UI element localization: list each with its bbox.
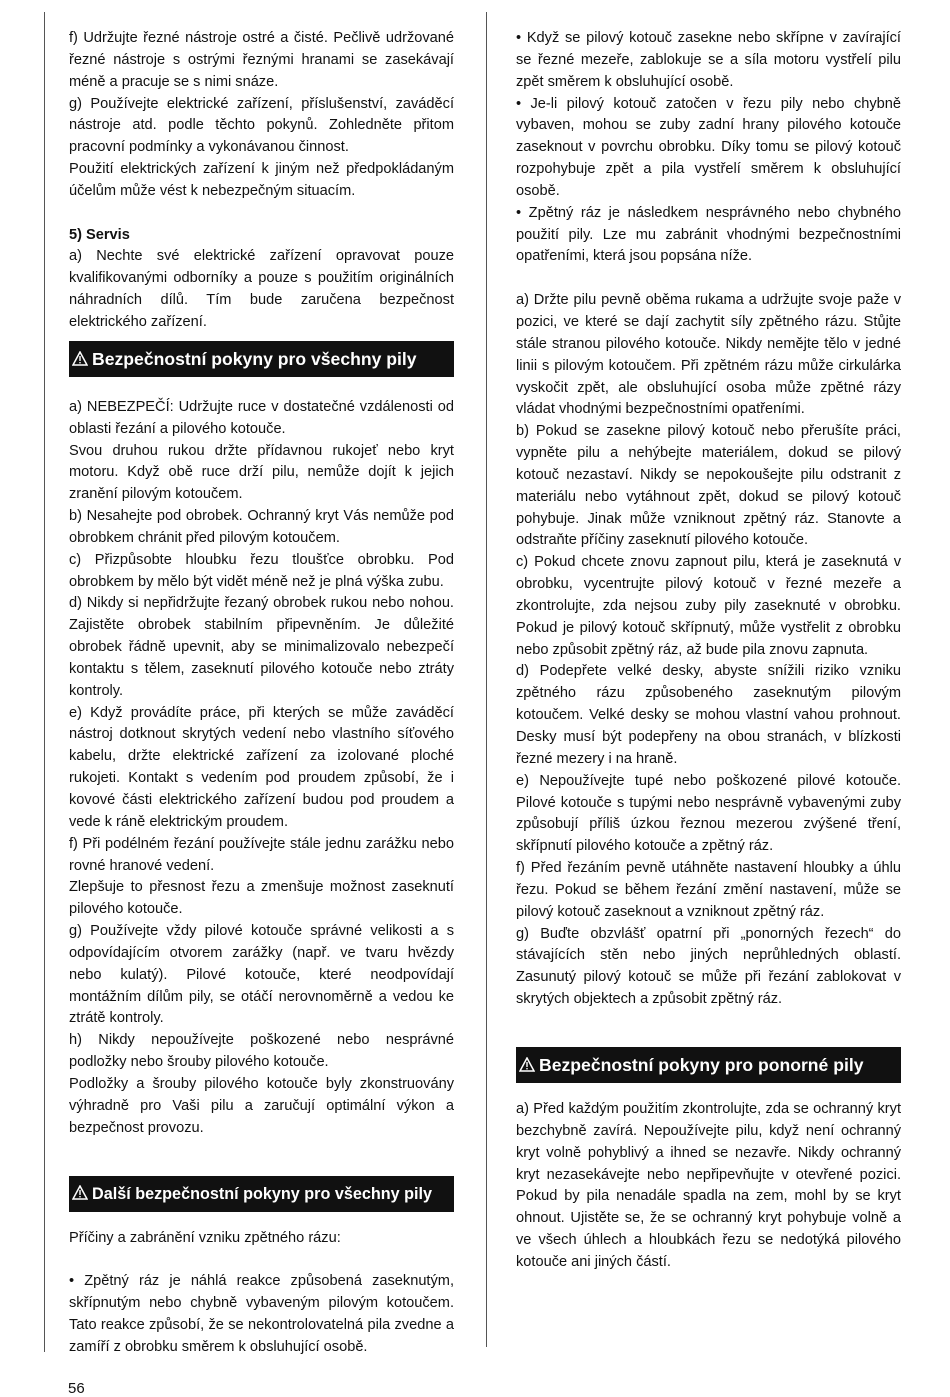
paragraph: Použití elektrických zařízení k jiným než předpokládaným účelům může vést k nebezpečným situacím. xyxy=(69,161,454,199)
section-banner-additional-all-saws xyxy=(69,1176,454,1212)
right-column xyxy=(516,28,901,1274)
paragraph: Podložky a šrouby pilového kotouče byly zkonstruovány výhradně pro Vaši pilu a zaručují optimální výkon a bezpečnost provozu. xyxy=(69,1075,454,1136)
center-column-rule xyxy=(486,12,487,1347)
paragraph: Zlepšuje to přesnost řezu a zmenšuje možnost zaseknutí pilového kotouče. xyxy=(69,879,454,918)
page-number: 56 xyxy=(68,1380,85,1397)
paragraph: a) Držte pilu pevně oběma rukama a udržujte svoje paže v pozici, ve které se dají zachytit síly zpětného rázu. Stůjte stále stranou pilového kotouče. Nikdy nemějte tělo v jedné linii s pilovým kotoučem. Při zpětném rázu může cirkulárka vyskočit zpět, ale obsluhující osoba může zpětné rázy vládat vhodnými bezpečnostními opatřeními. xyxy=(516,292,901,418)
paragraph: f) Udržujte řezné nástroje ostré a čisté. Pečlivě udržované řezné nástroje s ostrými řeznými hranami se zasekávají méně a pracuje se s nimi snáze. xyxy=(69,30,454,90)
paragraph: Příčiny a zabránění vzniku zpětného rázu: xyxy=(69,1229,341,1246)
paragraph: c) Pokud chcete znovu zapnout pilu, která je zaseknutá v obrobku, vycentrujte pilový kotouč v řezné mezeře a zkontrolujte, zda nejsou zuby pily zaseknuté v obrobku. Pokud je pilový kotouč skřípnutý, může vystřelit z obrobku nebo způsobit zpětný ráz, až bude pila znovu zapnuta. xyxy=(516,554,901,658)
paragraph: a) Před každým použitím zkontrolujte, zda se ochranný kryt bezchybně zavírá. Nepoužívejte pilu, když není ochranný kryt volně pohyblivý a ihned se nezavře. Nikdy ochranný kryt nezasekávejte nebo nepřipevňujte v otevřené pozici. Pokud by pila nenadále spadla na zem, mohl by se kryt ohnout. Ujistěte se, že se ochranný kryt pohybuje volně a ve všech úhlech a hloubkách řezu se nedotýká pilového kotouče ani jiných částí. xyxy=(516,1100,901,1270)
paragraph: f) Při podélném řezání používejte stále jednu zarážku nebo rovné hranové vedení. xyxy=(69,835,454,874)
left-column xyxy=(69,28,454,1359)
section-heading-servis: 5) Servis xyxy=(69,226,130,243)
paragraph: g) Používejte elektrické zařízení, příslušenství, zaváděcí nástroje atd. podle těchto pokynů. Zohledněte přitom pracovní podmínky a vykonávanou činnost. xyxy=(69,95,454,156)
section-banner-plunge-saws xyxy=(516,1047,901,1083)
paragraph: c) Přizpůsobte hloubku řezu tloušťce obrobku. Pod obrobkem by mělo být vidět méně než je plná výška zubu. xyxy=(69,551,454,590)
warning-icon xyxy=(72,351,88,366)
paragraph: • Je-li pilový kotouč zatočen v řezu pily nebo chybně vybaven, mohou se zuby zadní hrany pilového kotouče zaseknout v povrchu obrobku. Díky tomu se pilový kotouč rozpohybuje zpět a pila vystřelí směrem k obsluhující osobě. xyxy=(516,95,901,199)
left-margin-rule xyxy=(44,12,45,1352)
section-banner-title: Bezpečnostní pokyny pro všechny pily xyxy=(92,348,417,369)
paragraph: a) Nechte své elektrické zařízení opravovat pouze kvalifikovanými odborníky a pouze s použitím originálních náhradních dílů. Tím bude zaručena bezpečnost elektrického zařízení. xyxy=(69,248,454,330)
paragraph: h) Nikdy nepoužívejte poškozené nebo nesprávné podložky nebo šrouby pilového kotouče. xyxy=(69,1032,454,1071)
paragraph: g) Buďte obzvlášť opatrní při „ponorných řezech“ do stávajících stěn nebo jiných neprůhledných oblastí. Zasunutý pilový kotouč se může při řezání zablokovat v skrytých objektech a způsobit zpětný ráz. xyxy=(516,925,901,1008)
paragraph: b) Nesahejte pod obrobek. Ochranný kryt Vás nemůže pod obrobkem chránit před pilovým kotoučem. xyxy=(69,508,454,546)
paragraph: b) Pokud se zasekne pilový kotouč nebo přerušíte práci, vypněte pilu a nehýbejte materiálem, dokud se pilový kotouč nezastaví. Nikdy se nepokoušejte pilu odstranit z materiálu nebo vytáhnout zpět, dokud se pilový kotouč pohybuje. Jinak může vzniknout zpětný ráz. Stanovte a odstraňte příčiny zaseknutí pilového kotouče. xyxy=(516,423,901,549)
section-banner-title: Bezpečnostní pokyny pro ponorné pily xyxy=(539,1054,864,1075)
warning-icon xyxy=(72,1185,88,1200)
paragraph: f) Před řezáním pevně utáhněte nastavení hloubky a úhlu řezu. Pokud se během řezání změní nastavení, může se pilový kotouč zaseknout a vzniknout zpětný ráz. xyxy=(516,860,901,920)
paragraph: a) NEBEZPEČÍ: Udržujte ruce v dostatečné vzdálenosti od oblasti řezání a pilového kotouče. xyxy=(69,398,454,437)
section-banner-title: Další bezpečnostní pokyny pro všechny pily xyxy=(92,1184,433,1203)
paragraph: Svou druhou rukou držte přídavnou rukojeť nebo kryt motoru. Když obě ruce drží pilu, nemůže dojít k jejich zranění pilovým kotoučem. xyxy=(69,442,454,503)
paragraph: e) Když provádíte práce, při kterých se může zaváděcí nástroj dotknout skrytých vedení nebo vlastního síťového kabelu, držte elektrické zařízení za izolované ploché rukojeti. Kontakt s vedením pod proudem způsobí, že i kovové části elektrického zařízení budou pod proudem a vede k ráně elektrickým proudem. xyxy=(69,704,454,830)
paragraph: • Když se pilový kotouč zasekne nebo skřípne v zavírající se řezné mezeře, zablokuje se a síla motoru vystřelí pilu zpět směrem k obsluhující osobě. xyxy=(516,30,901,90)
paragraph: • Zpětný ráz je náhlá reakce způsobená zaseknutým, skřípnutým nebo chybně vybaveným pilovým kotoučem. Tato reakce způsobí, že se nekontrolovatelná pila zvedne a zamíří z obrobku směrem k obsluhující osobě. xyxy=(69,1273,454,1355)
paragraph: d) Nikdy si nepřidržujte řezaný obrobek rukou nebo nohou. Zajistěte obrobek stabilním připevněním. Je důležité obrobek řádně upevnit, aby se minimalizovalo nebezpečí kontaktu s tělem, zaseknutí pilového kotouče nebo ztráty kontroly. xyxy=(69,595,454,699)
paragraph: • Zpětný ráz je následkem nesprávného nebo chybného použití pily. Lze mu zabránit vhodnými bezpečnostními opatřeními, která jsou popsána níže. xyxy=(516,204,901,265)
paragraph: d) Podepřete velké desky, abyste snížili riziko vzniku zpětného rázu způsobeného zaseknutým pilovým kotoučem. Velké desky se mohou vlastní vahou prohnout. Desky musí být podepřeny na obou stranách, v blízkosti řezné mezery i na hraně. xyxy=(516,663,901,767)
paragraph: e) Nepoužívejte tupé nebo poškozené pilové kotouče. Pilové kotouče s tupými nebo nesprávně vybavenými zuby způsobují příliš úzkou řeznou mezerou zvýšené tření, skřípnutí pilového kotouče a zpětný ráz. xyxy=(516,772,901,855)
warning-icon xyxy=(519,1057,535,1072)
section-banner-all-saws xyxy=(69,341,454,377)
paragraph: g) Používejte vždy pilové kotouče správné velikosti a s odpovídajícím otvorem zarážky (např. ve tvaru hvězdy nebo kulatý). Pilové kotouče, které neodpovídají montážním dílům pily, se otáčí nerovnoměrně a vedou ke ztrátě kontroly. xyxy=(69,923,454,1027)
